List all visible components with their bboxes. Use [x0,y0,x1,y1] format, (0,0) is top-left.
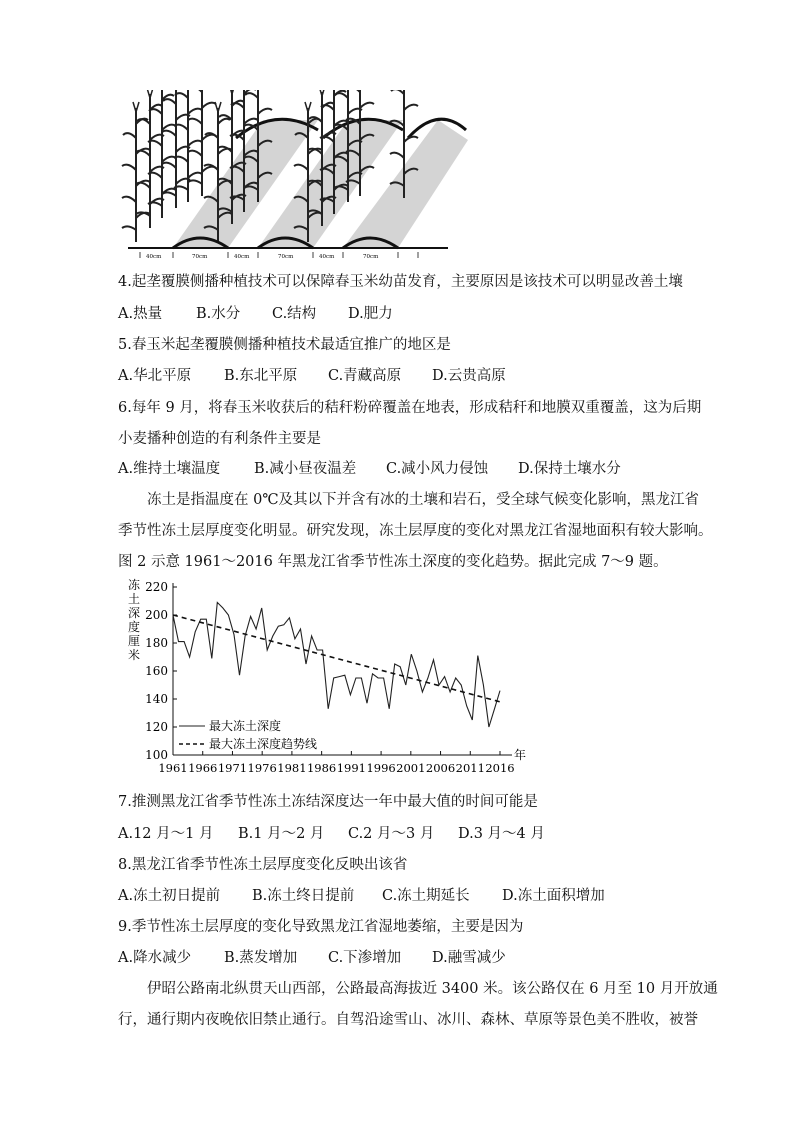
y-tick-label: 120 [145,720,168,734]
y-tick-label: 180 [145,636,168,650]
question-4-options [118,302,393,323]
question-7-options [118,822,545,843]
passage3-line1: 伊昭公路南北纵贯天山西部，公路最高海拔近 3400 米。该公路仅在 6 月至 10 月开放通 [147,981,718,997]
dim-70cm: 70cm [363,254,379,260]
ridge-film-diagram [118,90,478,262]
option[interactable]: B.减小昼夜温差 [254,461,357,477]
y-axis-label-char: 度 [128,620,141,634]
x-axis-label: 年 [514,748,527,762]
y-axis-label-char: 土 [128,592,141,606]
dim-40cm: 40cm [234,254,250,260]
option[interactable]: C.青藏高原 [328,368,402,384]
option[interactable]: A.热量 [118,306,163,322]
option[interactable]: B.水分 [196,306,241,322]
question-8-stem: 8.黑龙江省季节性冻土层厚度变化反映出该省 [118,857,408,873]
dim-40cm: 40cm [146,254,162,260]
passage3-line2: 行，通行期内夜晚依旧禁止通行。自驾沿途雪山、冰川、森林、草原等景色美不胜收，被誉 [118,1012,698,1028]
y-tick-label: 160 [145,664,168,678]
option[interactable]: C.冻土期延长 [382,888,470,904]
x-tick-label: 1961 [158,761,188,775]
option[interactable]: C.下渗增加 [328,950,402,966]
x-tick-label: 1971 [217,761,248,775]
option[interactable]: A.降水减少 [118,950,192,966]
x-tick-label: 1996 [366,761,396,775]
passage2-line3: 图 2 示意 1961～2016 年黑龙江省季节性冻土深度的变化趋势。据此完成 7～9 题。 [118,554,668,570]
option[interactable]: A.12 月～1 月 [118,826,214,842]
option[interactable]: D.云贵高原 [432,368,506,384]
dim-70cm: 70cm [192,254,208,260]
option[interactable]: B.冻土终日提前 [252,888,355,904]
x-tick-label: 1991 [336,761,367,775]
y-tick-label: 140 [145,692,168,706]
y-tick-label: 220 [145,580,168,594]
y-tick-label: 100 [145,748,168,762]
y-axis-label-char: 米 [128,648,141,662]
passage2-line1: 冻土是指温度在 0℃及其以下并含有冰的土壤和岩石，受全球气候变化影响，黑龙江省 [147,492,700,508]
option[interactable]: D.保持土壤水分 [518,461,621,477]
option[interactable]: D.3 月～4 月 [458,826,545,842]
option[interactable]: D.融雪减少 [432,950,506,966]
x-tick-label: 1986 [306,761,337,775]
y-tick-label: 200 [145,608,168,622]
option[interactable]: C.2 月～3 月 [348,826,435,842]
question-6-stem-line2: 小麦播种创造的有利条件主要是 [118,431,321,447]
series-max-frozen-depth [173,602,500,727]
option[interactable]: A.冻土初日提前 [118,888,221,904]
x-tick-label: 2001 [396,761,426,775]
legend-label: 最大冻土深度 [209,719,282,733]
option[interactable]: A.华北平原 [118,368,192,384]
option[interactable]: D.肥力 [348,306,393,322]
option[interactable]: B.1 月～2 月 [238,826,325,842]
passage2-line2: 季节性冻土层厚度变化明显。研究发现，冻土层厚度的变化对黑龙江省湿地面积有较大影响。 [118,523,713,539]
option[interactable]: B.东北平原 [224,368,298,384]
option[interactable]: C.减小风力侵蚀 [386,461,489,477]
frozen-soil-depth-chart [118,575,538,785]
option[interactable]: B.蒸发增加 [224,950,298,966]
x-tick-label: 2006 [425,761,456,775]
question-5-stem: 5.春玉米起垄覆膜侧播种植技术最适宜推广的地区是 [118,337,451,353]
option[interactable]: C.结构 [272,306,317,322]
question-6-options [118,457,621,478]
x-tick-label: 1976 [247,761,277,775]
legend-label: 最大冻土深度趋势线 [209,737,318,751]
y-axis-label-char: 冻 [128,578,141,592]
question-7-stem: 7.推测黑龙江省季节性冻土冻结深度达一年中最大值的时间可能是 [118,794,538,810]
question-6-stem-line1: 6.每年 9 月，将春玉米收获后的秸秆粉碎覆盖在地表，形成秸秆和地膜双重覆盖，这为后期 [118,400,702,416]
y-axis-label-char: 厘 [128,634,141,648]
question-8-options [118,884,605,905]
dim-40cm: 40cm [319,254,335,260]
question-9-options [118,946,506,967]
question-9-stem: 9.季节性冻土层厚度的变化导致黑龙江省湿地萎缩，主要是因为 [118,919,524,935]
question-4-stem: 4.起垄覆膜侧播种植技术可以保障春玉米幼苗发育，主要原因是该技术可以明显改善土壤 [118,274,683,290]
x-tick-label: 2016 [485,761,515,775]
x-tick-label: 2011 [455,761,485,775]
dim-70cm: 70cm [278,254,294,260]
option[interactable]: D.冻土面积增加 [502,888,605,904]
x-tick-label: 1981 [277,761,307,775]
option[interactable]: A.维持土壤温度 [118,461,221,477]
x-tick-label: 1966 [188,761,218,775]
question-5-options [118,364,506,385]
y-axis-label-char: 深 [128,606,141,620]
